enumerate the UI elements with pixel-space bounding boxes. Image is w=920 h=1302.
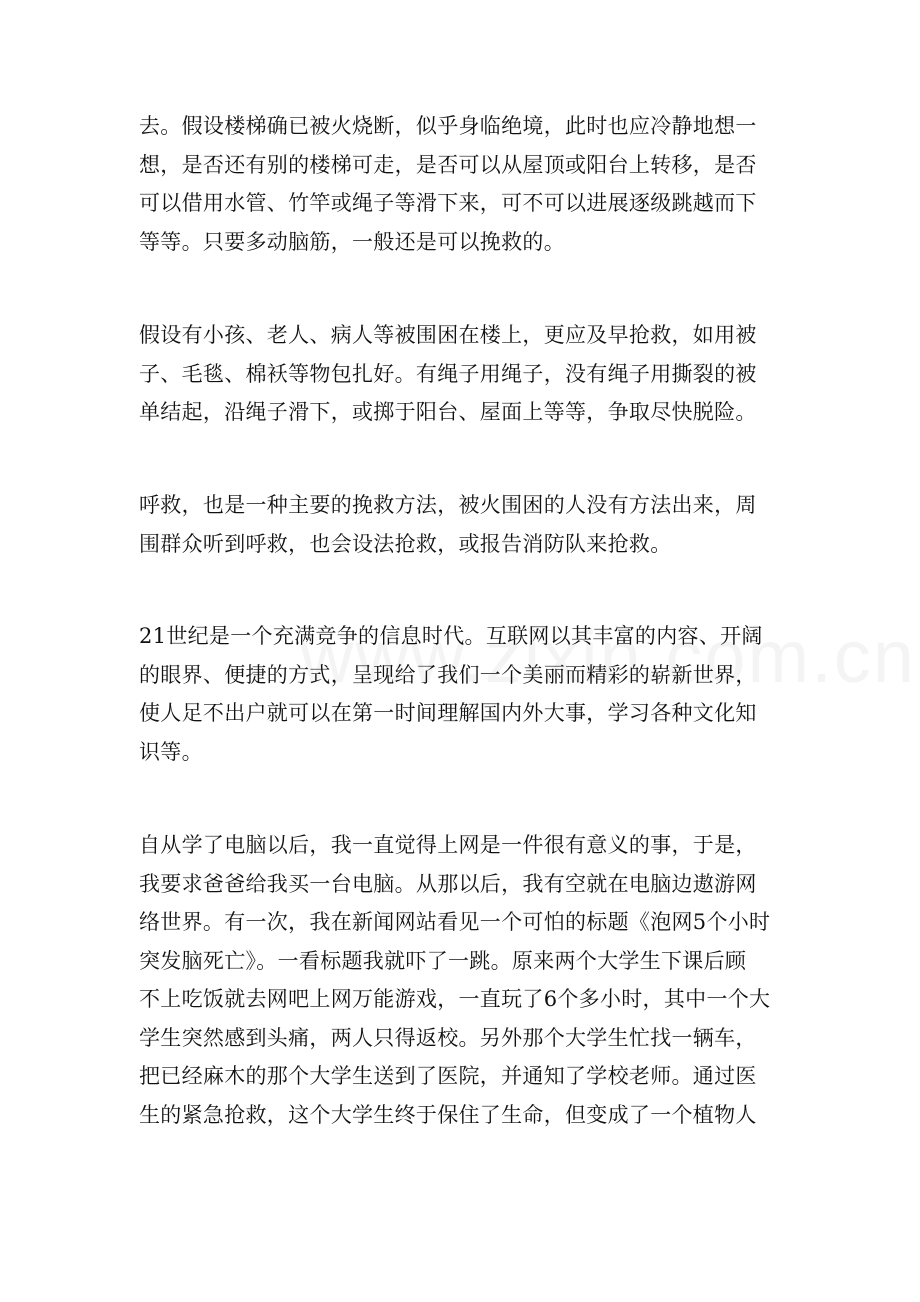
text-line: 围群众听到呼救，也会设法抢救，或报告消防队来抢救。 [139, 531, 672, 556]
text-line: 单结起，沿绳子滑下，或掷于阳台、屋面上等等，争取尽快脱险。 [139, 400, 757, 424]
text-line: 我要求爸爸给我买一台电脑。从那以后，我有空就在电脑边遨游网 [139, 871, 757, 896]
text-line: 的眼界、便捷的方式，呈现给了我们一个美丽而精彩的崭新世界， [139, 662, 757, 687]
text-line: 假设有小孩、老人、病人等被围困在楼上，更应及早抢救，如用被 [139, 323, 757, 347]
text-line: 识等。 [139, 739, 203, 764]
paragraph-information-age [139, 617, 789, 771]
text-line: 把已经麻木的那个大学生送到了医院，并通知了学校老师。通过医 [139, 1064, 757, 1088]
text-line: 21世纪是一个充满竞争的信息时代。互联网以其丰富的内容、开阔 [139, 624, 763, 648]
text-line: 子、毛毯、棉袄等物包扎好。有绳子用绳子，没有绳子用撕裂的被 [139, 361, 757, 386]
text-line: 不上吃饭就去网吧上网万能游戏，一直玩了6个多小时，其中一个大 [139, 987, 771, 1011]
text-line: 可以借用水管、竹竿或绳子等滑下来，可不可以进展逐级跳越而下 [139, 191, 757, 215]
paragraph-rescue-vulnerable [139, 316, 789, 432]
text-line: 自从学了电脑以后，我一直觉得上网是一件很有意义的事，于是， [139, 833, 757, 857]
text-line: 想，是否还有别的楼梯可走，是否可以从屋顶或阳台上转移，是否 [139, 152, 757, 177]
paragraph-call-for-help [139, 486, 789, 563]
text-line: 突发脑死亡》。一看标题我就吓了一跳。原来两个大学生下课后顾 [139, 948, 747, 973]
paragraph-internet-story [139, 826, 789, 1134]
text-line: 学生突然感到头痛，两人只得返校。另外那个大学生忙找一辆车， [139, 1025, 757, 1050]
text-line: 络世界。有一次，我在新闻网站看见一个可怕的标题《泡网5个小时 [139, 910, 771, 934]
text-line: 生的紧急抢救，这个大学生终于保住了生命，但变成了一个植物人 [139, 1102, 757, 1127]
text-line: 呼救，也是一种主要的挽救方法，被火围困的人没有方法出来，周 [139, 493, 757, 517]
text-line: 去。假设楼梯确已被火烧断，似乎身临绝境，此时也应冷静地想一 [139, 114, 757, 138]
text-line: 使人足不出户就可以在第一时间理解国内外大事，学习各种文化知 [139, 701, 757, 725]
paragraph-stairs-escape [139, 107, 789, 261]
text-line: 等等。只要多动脑筋，一般还是可以挽救的。 [139, 229, 565, 254]
